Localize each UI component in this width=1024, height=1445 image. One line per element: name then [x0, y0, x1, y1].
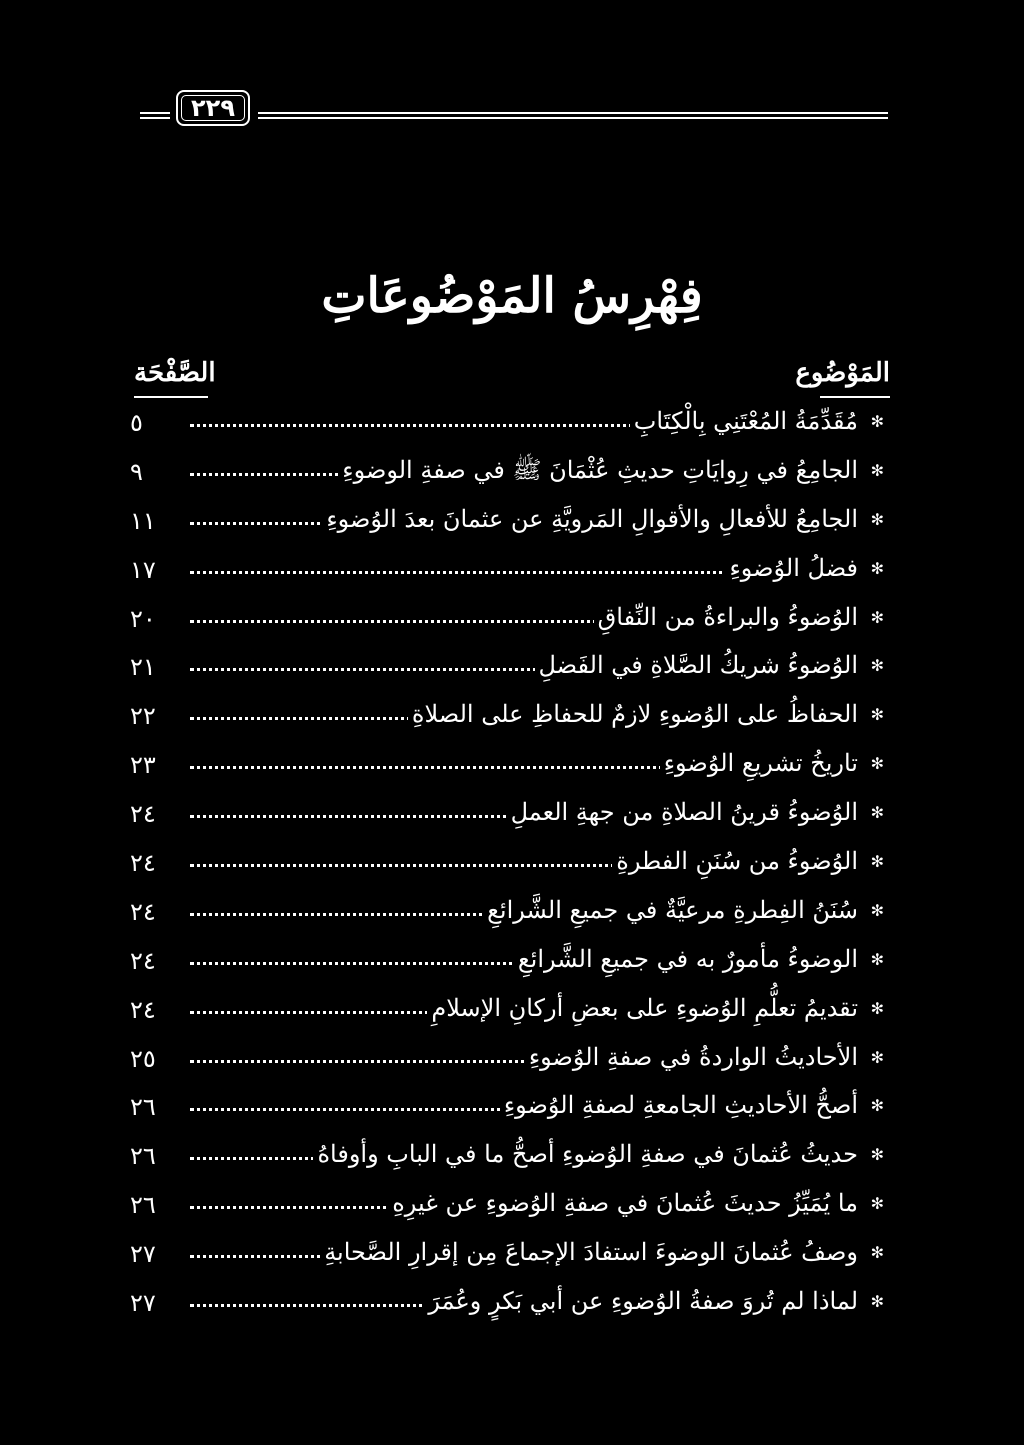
- toc-entry-page: ٢٤: [130, 800, 156, 829]
- toc-entry-page: ٢٣: [130, 751, 156, 780]
- toc-entry-title: تقديمُ تعلُّمِ الوُضوءِ على بعضِ أركانِ الإسلامِ: [427, 993, 858, 1023]
- header-rule-left: [140, 112, 170, 119]
- toc-entry[interactable]: [130, 545, 890, 594]
- bullet-icon: ✻: [870, 1243, 884, 1263]
- toc-entry-title: تاريخُ تشريعِ الوُضوءِ: [660, 748, 858, 778]
- toc-entry[interactable]: [130, 985, 890, 1034]
- bullet-icon: ✻: [870, 998, 884, 1018]
- toc-entry[interactable]: [130, 789, 890, 838]
- toc-entry-title: وصفُ عُثمانَ الوضوءَ استفادَ الإجماعَ مِن إقرارِ الصَّحابةِ: [320, 1237, 858, 1267]
- toc-entry-page: ٢٤: [130, 946, 156, 975]
- toc-entry-page: ٢٢: [130, 702, 156, 731]
- toc-entry[interactable]: [130, 594, 890, 643]
- toc-entry[interactable]: [130, 887, 890, 936]
- toc-entry-page: ٢٤: [130, 849, 156, 878]
- page-title: فِهْرِسُ المَوْضُوعَاتِ: [321, 268, 703, 324]
- toc-entry-page: ٩: [130, 457, 143, 486]
- bullet-icon: ✻: [870, 1194, 884, 1214]
- toc-entry[interactable]: [130, 1278, 890, 1327]
- toc-entry-page: ٢٥: [130, 1044, 156, 1073]
- bullet-icon: ✻: [870, 949, 884, 969]
- bullet-icon: ✻: [870, 900, 884, 920]
- page-number-frame: [176, 90, 250, 126]
- bullet-icon: ✻: [870, 509, 884, 529]
- toc-entry-page: ٢٦: [130, 1191, 156, 1220]
- bullet-icon: ✻: [870, 607, 884, 627]
- toc-entry[interactable]: [130, 740, 890, 789]
- column-header-topic: المَوْضُوع: [795, 358, 890, 388]
- toc-entry-page: ٢٧: [130, 1289, 156, 1318]
- toc-entry-page: ٥: [130, 409, 143, 437]
- toc-entry[interactable]: [130, 1082, 890, 1131]
- toc-entry-page: ١١: [130, 506, 156, 535]
- toc-entry-title: الأحاديثُ الواردةُ في صفةِ الوُضوءِ: [525, 1042, 858, 1072]
- bullet-icon: ✻: [870, 1096, 884, 1116]
- table-of-contents: [130, 398, 890, 1327]
- toc-entry-page: ١٧: [130, 555, 156, 584]
- toc-entry-page: ٢٦: [130, 1093, 156, 1122]
- toc-entry[interactable]: [130, 1131, 890, 1180]
- toc-entry-title: الوُضوءُ والبراءةُ من النِّفاقِ: [594, 602, 858, 632]
- toc-entry-page: ٢٧: [130, 1240, 156, 1269]
- toc-entry[interactable]: [130, 447, 890, 496]
- toc-entry-page: ٢٤: [130, 897, 156, 926]
- toc-entry-title: الجامِعُ للأفعالِ والأقوالِ المَرويَّةِ عن عثمانَ بعدَ الوُضوءِ: [322, 504, 858, 534]
- toc-entry[interactable]: [130, 936, 890, 985]
- toc-entry[interactable]: [130, 1034, 890, 1083]
- toc-entry-title: لماذا لم تُروَ صفةُ الوُضوءِ عن أبي بَكرٍ وعُمَرَ: [424, 1286, 858, 1316]
- toc-entry[interactable]: [130, 642, 890, 691]
- bullet-icon: ✻: [870, 852, 884, 872]
- toc-entry[interactable]: [130, 691, 890, 740]
- toc-entry-title: الوُضوءُ شريكُ الصَّلاةِ في الفَضلِ: [535, 650, 859, 680]
- toc-entry-page: ٢٦: [130, 1142, 156, 1171]
- toc-entry-title: الحفاظُ على الوُضوءِ لازمٌ للحفاظِ على الصلاةِ: [408, 699, 858, 729]
- page-number: ٢٢٩: [191, 94, 235, 122]
- toc-entry-title: سُنَنُ الفِطرةِ مرعيَّةٌ في جميعِ الشَّرائعِ: [483, 895, 858, 925]
- toc-entry-title: فضلُ الوُضوءِ: [725, 553, 858, 583]
- bullet-icon: ✻: [870, 412, 884, 431]
- header-rule-right: [258, 112, 888, 119]
- bullet-icon: ✻: [870, 1145, 884, 1165]
- toc-entry-title: حديثُ عُثمانَ في صفةِ الوُضوءِ أصحُّ ما في البابِ وأوفاهُ: [313, 1139, 858, 1169]
- toc-entry-title: الوُضوءُ قرينُ الصلاةِ من جهةِ العملِ: [507, 797, 858, 827]
- toc-entry-page: ٢٤: [130, 995, 156, 1024]
- bullet-icon: ✻: [870, 1292, 884, 1312]
- bullet-icon: ✻: [870, 656, 884, 676]
- toc-entry[interactable]: [130, 398, 890, 447]
- toc-entry-title: ما يُمَيِّزُ حديثَ عُثمانَ في صفةِ الوُضوءِ عن غيرِهِ: [388, 1188, 858, 1218]
- toc-entry-title: الوُضوءُ من سُنَنِ الفطرةِ: [612, 846, 858, 876]
- bullet-icon: ✻: [870, 754, 884, 774]
- toc-entry[interactable]: [130, 838, 890, 887]
- bullet-icon: ✻: [870, 460, 884, 480]
- bullet-icon: ✻: [870, 705, 884, 725]
- toc-entry-title: أصحُّ الأحاديثِ الجامعةِ لصفةِ الوُضوءِ: [500, 1090, 858, 1120]
- bullet-icon: ✻: [870, 558, 884, 578]
- toc-entry[interactable]: [130, 496, 890, 545]
- toc-entry-title: الجامِعُ في رِوايَاتِ حديثِ عُثْمَانَ ﷺ في صفةِ الوضوءِ: [338, 455, 858, 485]
- column-header-page: الصَّفْحَة: [134, 358, 216, 388]
- page-header: [140, 86, 888, 130]
- bullet-icon: ✻: [870, 803, 884, 823]
- toc-entry[interactable]: [130, 1180, 890, 1229]
- toc-entry-title: الوضوءُ مأمورٌ به في جميعِ الشَّرائعِ: [514, 944, 858, 974]
- toc-entry-title: مُقَدِّمَةُ المُعْتَنِي بِالْكِتَابِ: [630, 406, 858, 436]
- bullet-icon: ✻: [870, 1047, 884, 1067]
- toc-entry-page: ٢١: [130, 653, 156, 682]
- toc-entry[interactable]: [130, 1229, 890, 1278]
- toc-entry-page: ٢٠: [130, 604, 156, 633]
